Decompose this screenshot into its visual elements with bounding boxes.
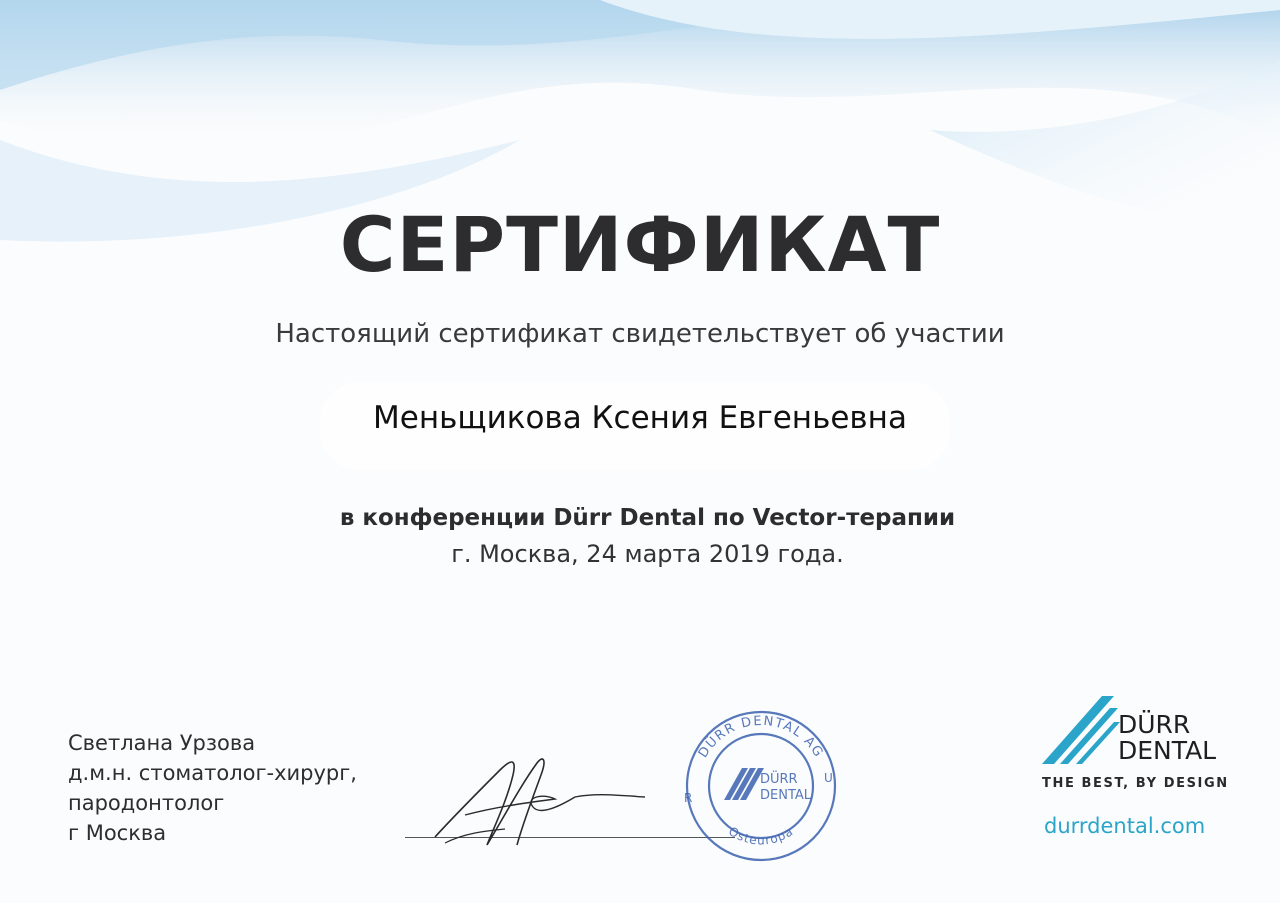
- stamp-left-letter: R: [684, 791, 693, 805]
- brand-tagline: THE BEST, BY DESIGN: [1042, 776, 1229, 791]
- signatory-block: [68, 728, 357, 848]
- brand-logo-text: [1118, 712, 1216, 764]
- signatory-city: г Москва: [68, 821, 167, 845]
- stamp-ring-top: DÜRR DENTAL AG: [695, 713, 827, 761]
- certificate-subtitle: Настоящий сертификат свидетельствует об участии: [275, 319, 1005, 349]
- company-stamp: [676, 706, 846, 864]
- svg-text:DÜRR DENTAL AG: [696, 714, 826, 761]
- handwritten-signature: [425, 745, 655, 855]
- svg-text:Osteuropa: [726, 824, 796, 847]
- stamp-ring-bottom: Osteuropa: [726, 824, 797, 848]
- brand-logo-line-2: DENTAL: [1118, 736, 1217, 765]
- signatory-degree: д.м.н. стоматолог-хирург,: [68, 761, 357, 785]
- stamp-inner-line-2: DENTAL: [760, 788, 812, 803]
- recipient-name: Меньщикова Ксения Евгеньевна: [373, 400, 907, 436]
- signatory-specialty: пародонтолог: [68, 791, 225, 815]
- brand-logo-line-1: DÜRR: [1118, 710, 1191, 739]
- signatory-name: Светлана Урзова: [68, 731, 256, 755]
- stamp-right-letter: U: [824, 771, 833, 785]
- place-date-line: г. Москва, 24 марта 2019 года.: [451, 540, 844, 568]
- durr-dental-logo-icon: [1040, 694, 1126, 766]
- brand-website: durrdental.com: [1044, 814, 1206, 838]
- event-line: в конференции Dürr Dental по Vector-терапии: [339, 505, 956, 531]
- stamp-inner-line-1: DÜRR: [760, 772, 798, 787]
- certificate-title: СЕРТИФИКАТ: [339, 200, 941, 289]
